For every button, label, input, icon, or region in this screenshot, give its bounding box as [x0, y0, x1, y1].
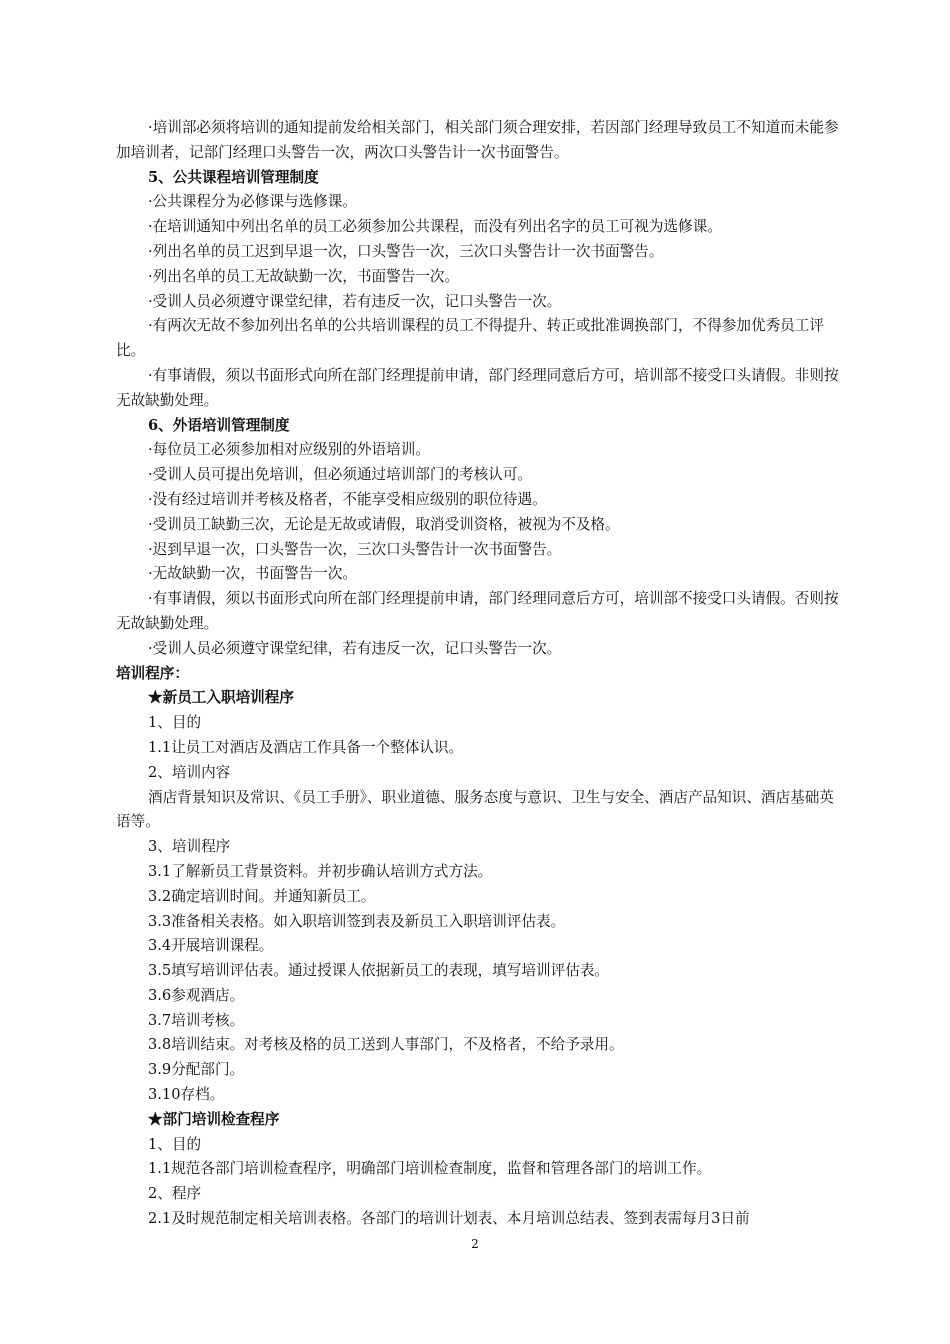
paragraph: 3.4开展培训课程。 [148, 937, 274, 955]
paragraph: ·有两次无故不参加列出名单的公共培训课程的员工不得提升、转正或批准调换部门，不得参加优秀员工评比。 [116, 317, 824, 360]
paragraph: ·公共课程分为必修课与选修课。 [148, 193, 357, 211]
paragraph: 3.8培训结束。对考核及格的员工送到人事部门，不及格者，不给予录用。 [148, 1036, 624, 1054]
paragraph: 3.2确定培训时间。并通知新员工。 [148, 887, 376, 905]
paragraph: 3.6参观酒店。 [148, 986, 245, 1004]
paragraph: 2、程序 [148, 1185, 202, 1203]
section-heading: ★部门培训检查程序 [148, 1110, 280, 1128]
procedure-heading: 培训程序： [116, 664, 189, 682]
paragraph: ·有事请假，须以书面形式向所在部门经理提前申请，部门经理同意后方可，培训部不接受口头请假。非则按无故缺勤处理。 [116, 366, 839, 409]
paragraph: ·在培训通知中列出名单的员工必须参加公共课程，而没有列出名字的员工可视为选修课。 [148, 218, 722, 236]
paragraph: 1.1让员工对酒店及酒店工作具备一个整体认识。 [148, 738, 464, 756]
paragraph: 1、目的 [148, 1135, 202, 1153]
document-body [116, 116, 842, 1232]
paragraph: ·受训人员必须遵守课堂纪律，若有违反一次，记口头警告一次。 [148, 292, 562, 310]
paragraph: 2.1及时规范制定相关培训表格。各部门的培训计划表、本月培训总结表、签到表需每月3日前 [148, 1210, 750, 1228]
paragraph: ·受训人员必须遵守课堂纪律，若有违反一次，记口头警告一次。 [148, 639, 562, 657]
section-heading: 6、外语培训管理制度 [148, 416, 290, 434]
paragraph: 3.9分配部门。 [148, 1061, 245, 1079]
paragraph: 3.7培训考核。 [148, 1011, 245, 1029]
paragraph: ·每位员工必须参加相对应级别的外语培训。 [148, 441, 430, 459]
section-heading: ★新员工入职培训程序 [148, 689, 294, 707]
paragraph: ·没有经过培训并考核及格者，不能享受相应级别的职位待遇。 [148, 490, 547, 508]
paragraph: ·受训员工缺勤三次，无论是无故或请假，取消受训资格，被视为不及格。 [148, 515, 620, 533]
paragraph: 3.3准备相关表格。如入职培训签到表及新员工入职培训评估表。 [148, 912, 566, 930]
paragraph: 1.1规范各部门培训检查程序，明确部门培训检查制度，监督和管理各部门的培训工作。 [148, 1160, 712, 1178]
page-number: 2 [471, 1237, 479, 1251]
paragraph: 3.1了解新员工背景资料。并初步确认培训方式方法。 [148, 862, 493, 880]
paragraph: ·无故缺勤一次，书面警告一次。 [148, 565, 357, 583]
paragraph: ·列出名单的员工迟到早退一次，口头警告一次，三次口头警告计一次书面警告。 [148, 242, 664, 260]
paragraph: 酒店背景知识及常识、《员工手册》、职业道德、服务态度与意识、卫生与安全、酒店产品知识、酒店基础英语等。 [116, 788, 834, 831]
paragraph: ·有事请假，须以书面形式向所在部门经理提前申请，部门经理同意后方可，培训部不接受口头请假。否则按无故缺勤处理。 [116, 590, 839, 632]
paragraph: ·迟到早退一次，口头警告一次，三次口头警告计一次书面警告。 [148, 540, 562, 558]
section-heading: 5、公共课程培训管理制度 [148, 168, 319, 186]
paragraph: ·培训部必须将培训的通知提前发给相关部门，相关部门须合理安排，若因部门经理导致员工不知道而未能参加培训者，记部门经理口头警告一次，两次口头警告计一次书面警告。 [116, 119, 839, 161]
paragraph: 3.10存档。 [148, 1086, 225, 1104]
paragraph: 3、培训程序 [148, 838, 231, 856]
paragraph: ·列出名单的员工无故缺勤一次，书面警告一次。 [148, 267, 460, 285]
paragraph: ·受训人员可提出免培训，但必须通过培训部门的考核认可。 [148, 466, 533, 484]
paragraph: 2、培训内容 [148, 763, 231, 781]
paragraph: 1、目的 [148, 714, 202, 732]
paragraph: 3.5填写培训评估表。通过授课人依据新员工的表现，填写培训评估表。 [148, 962, 610, 980]
